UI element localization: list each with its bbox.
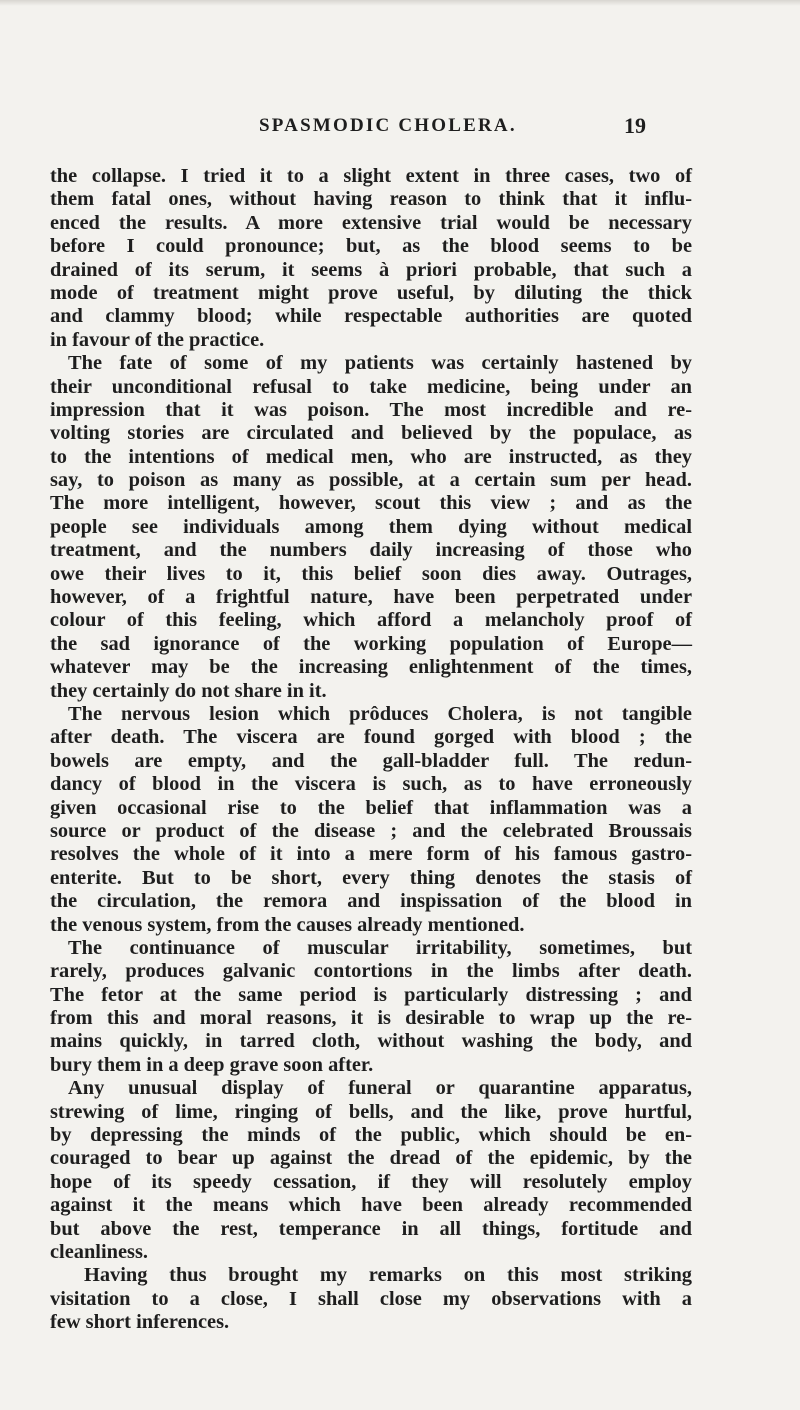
- text-line: enterite. But to be short, every thing denotes the stasis of: [50, 866, 692, 889]
- text-line: the sad ignorance of the working population of Europe—: [50, 632, 692, 655]
- text-line: few short inferences.: [50, 1311, 230, 1334]
- text-line: cleanliness.: [50, 1240, 148, 1263]
- text-line: the collapse. I tried it to a slight extent in three cases, two of: [50, 165, 692, 187]
- text-line: say, to poison as many as possible, at a certain sum per head.: [50, 469, 692, 492]
- text-line: source or product of the disease ; and the celebrated Broussais: [50, 819, 692, 842]
- text-line: them fatal ones, without having reason to think that it influ-: [50, 188, 692, 211]
- text-line: rarely, produces galvanic contortions in the limbs after death.: [50, 960, 692, 983]
- text-line: owe their lives to it, this belief soon dies away. Outrages,: [50, 562, 692, 585]
- text-line: The fate of some of my patients was certainly hastened by: [68, 352, 692, 375]
- text-line: in favour of the practice.: [50, 328, 265, 351]
- text-line: by depressing the minds of the public, which should be en-: [50, 1124, 692, 1147]
- text-line: colour of this feeling, which afford a melancholy proof of: [50, 609, 692, 632]
- text-line: Having thus brought my remarks on this most striking: [84, 1264, 692, 1287]
- text-line: The more intelligent, however, scout this view ; and as the: [50, 492, 692, 515]
- text-line: enced the results. A more extensive trial would be necessary: [50, 211, 692, 234]
- text-line: their unconditional refusal to take medicine, being under an: [50, 375, 692, 398]
- text-line: to the intentions of medical men, who are instructed, as they: [50, 445, 692, 468]
- body-text: [50, 165, 692, 1335]
- text-line: resolves the whole of it into a mere form of his famous gastro-: [50, 843, 692, 866]
- text-line: The fetor at the same period is particularly distressing ; and: [50, 983, 692, 1006]
- text-line: The nervous lesion which prôduces Cholera, is not tangible: [68, 702, 692, 725]
- text-line: people see individuals among them dying without medical: [50, 515, 692, 538]
- page-top-edge: [0, 0, 800, 6]
- text-line: they certainly do not share in it.: [50, 679, 327, 702]
- text-line: strewing of lime, ringing of bells, and the like, prove hurtful,: [50, 1100, 692, 1123]
- text-line: hope of its speedy cessation, if they will resolutely employ: [50, 1170, 692, 1193]
- text-line: the circulation, the remora and inspissation of the blood in: [50, 890, 692, 913]
- text-line: visitation to a close, I shall close my observations with a: [50, 1287, 692, 1310]
- text-line: whatever may be the increasing enlightenment of the times,: [50, 656, 692, 679]
- text-line: against it the means which have been already recommended: [50, 1194, 692, 1217]
- text-line: mode of treatment might prove useful, by diluting the thick: [50, 281, 692, 304]
- text-line: mains quickly, in tarred cloth, without washing the body, and: [50, 1030, 692, 1053]
- text-line: The continuance of muscular irritability, sometimes, but: [68, 936, 692, 959]
- text-line: impression that it was poison. The most incredible and re-: [50, 398, 692, 421]
- text-line: couraged to bear up against the dread of the epidemic, by the: [50, 1147, 692, 1170]
- text-line: from this and moral reasons, it is desirable to wrap up the re-: [50, 1007, 692, 1030]
- text-line: drained of its serum, it seems à priori probable, that such a: [50, 258, 692, 281]
- text-line: bowels are empty, and the gall-bladder full. The redun-: [50, 749, 692, 772]
- text-line: before I could pronounce; but, as the blood seems to be: [50, 235, 692, 258]
- text-line: given occasional rise to the belief that inflammation was a: [50, 796, 692, 819]
- text-line: treatment, and the numbers daily increasing of those who: [50, 539, 692, 562]
- page-number: 19: [624, 113, 646, 138]
- text-line: bury them in a deep grave soon after.: [50, 1053, 374, 1076]
- text-line: the venous system, from the causes already mentioned.: [50, 913, 525, 936]
- text-line: after death. The viscera are found gorged with blood ; the: [50, 726, 692, 749]
- text-line: Any unusual display of funeral or quarantine apparatus,: [68, 1077, 692, 1100]
- text-line: volting stories are circulated and believed by the populace, as: [50, 422, 692, 445]
- page-header: [0, 115, 800, 149]
- running-head: SPASMODIC CHOLERA.: [259, 115, 517, 136]
- text-line: however, of a frightful nature, have been perpetrated under: [50, 586, 692, 609]
- text-line: dancy of blood in the viscera is such, as to have erroneously: [50, 773, 692, 796]
- text-line: but above the rest, temperance in all things, fortitude and: [50, 1217, 692, 1240]
- text-line: and clammy blood; while respectable authorities are quoted: [50, 305, 692, 328]
